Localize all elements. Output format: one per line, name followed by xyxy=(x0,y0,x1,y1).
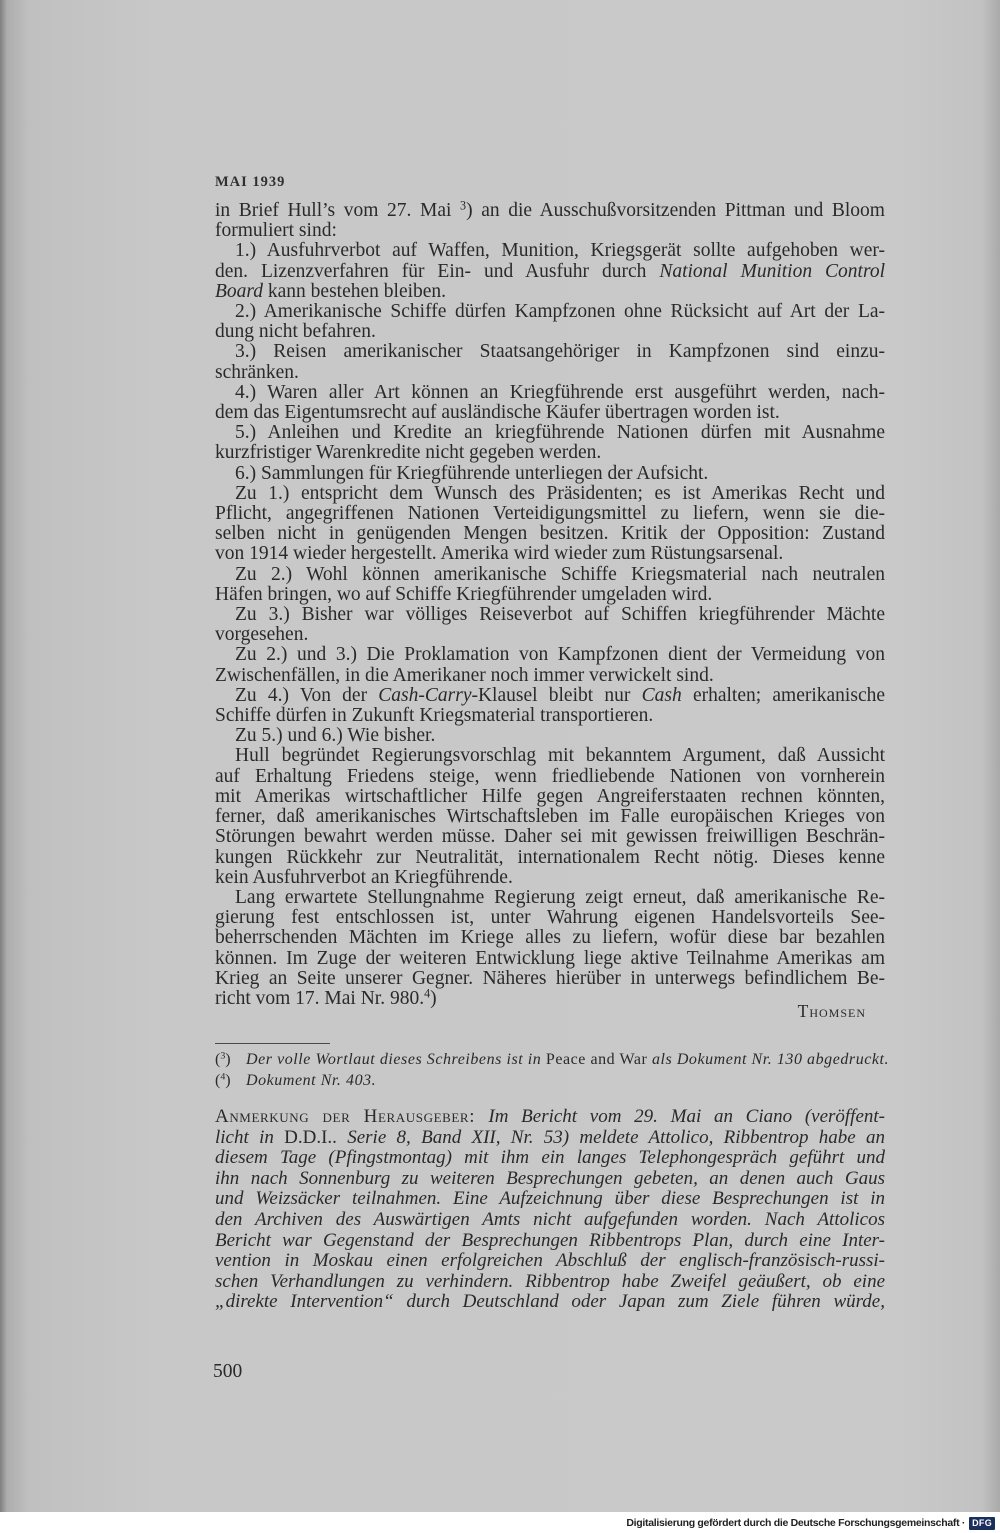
paragraph xyxy=(215,484,885,565)
text-line xyxy=(215,302,885,322)
paragraph xyxy=(215,241,885,302)
continued-paragraph xyxy=(215,198,885,242)
text-line xyxy=(215,908,885,928)
italic-text: vention in Moskau einen erfolgreichen Abschluß der englisch-französisch-russi- xyxy=(215,1250,885,1272)
text-line xyxy=(215,383,885,403)
text-run: richt vom 17. Mai Nr. 980. xyxy=(215,987,425,1009)
body-text xyxy=(215,198,886,1009)
footnote-text xyxy=(246,1051,889,1068)
text-run: den. Lizenzverfahren für Ein- und Ausfuhr durch xyxy=(215,260,660,282)
footnote-reference: 3 xyxy=(460,198,467,213)
text-run: Zu 4.) Von der xyxy=(235,684,379,706)
text-run: Häfen bringen, wo auf Schiffe Kriegführender umgeladen wird. xyxy=(215,583,713,605)
text-run: Zu 1.) entspricht dem Wunsch des Präsidenten; es ist Amerikas Recht und xyxy=(235,482,885,504)
text-line xyxy=(215,1292,885,1313)
paragraph xyxy=(215,645,885,685)
text-line xyxy=(215,565,885,585)
text-run: kann bestehen bleiben. xyxy=(263,280,447,302)
text-line xyxy=(215,423,885,443)
editor-note xyxy=(215,1107,885,1313)
italic-text: Serie 8, Band XII, Nr. 53) meldete Attolico, Ribbentrop habe an xyxy=(336,1126,885,1148)
paragraph xyxy=(215,605,885,645)
italic-text: Dokument Nr. 403. xyxy=(246,1071,377,1089)
paragraph xyxy=(215,888,885,1009)
text-run: kurzfristiger Warenkredite nicht gegeben werden. xyxy=(215,442,602,464)
text-run: können. Im Zuge der weiteren Entwicklung liege aktive Teilnahme Amerikas am xyxy=(215,947,885,969)
text-run: ( xyxy=(215,1071,221,1089)
footnote-number xyxy=(215,1050,246,1071)
text-run: Zu 2.) und 3.) Die Proklamation von Kampfzonen dient der Vermeidung von xyxy=(235,644,885,666)
text-line xyxy=(215,198,885,221)
text-line xyxy=(215,342,885,362)
text-line xyxy=(215,1210,885,1231)
paragraph xyxy=(215,686,885,726)
text-run: gierung fest entschlossen ist, unter Wahrung eigenen Handelsvorteils See- xyxy=(215,907,885,929)
text-run: ( xyxy=(215,1051,221,1068)
text-run: Zu 3.) Bisher war völliges Reiseverbot auf Schiffen kriegführender Mächte xyxy=(235,604,885,626)
text-run: 1.) Ausfuhrverbot auf Waffen, Munition, Kriegsgerät sollte aufgehoben wer- xyxy=(235,240,885,262)
footnotes xyxy=(215,1050,895,1091)
text-run: erhalten; amerikanische xyxy=(681,684,886,706)
text-line xyxy=(215,524,885,544)
text-run: ) xyxy=(225,1051,231,1068)
text-run: dem das Eigentumsrecht auf ausländische Käufer übertragen worden ist. xyxy=(215,402,780,424)
paragraph xyxy=(215,342,885,382)
text-line xyxy=(215,1107,885,1128)
text-run: 5.) Anleihen und Kredite an kriegführende Nationen dürfen mit Ausnahme xyxy=(235,422,885,444)
text-line xyxy=(215,1251,885,1272)
italic-text: schen Verhandlungen zu verhindern. Ribbentrop habe Zweifel geäußert, ob eine xyxy=(215,1270,885,1292)
text-run: ferner, daß amerikanisches Wirtschaftsleben im Falle europäischen Krieges von xyxy=(215,806,885,828)
text-line xyxy=(215,605,885,625)
footnote-separator xyxy=(215,1043,330,1044)
text-line xyxy=(215,787,885,807)
text-run: auf Erhaltung Friedens steige, wenn friedliebende Nationen von vornherein xyxy=(215,765,885,787)
text-run: Lang erwartete Stellungnahme Regierung zeigt erneut, daß amerikanische Re- xyxy=(235,886,885,908)
text-run: 2.) Amerikanische Schiffe dürfen Kampfzonen ohne Rücksicht auf Art der La- xyxy=(235,301,885,323)
text-run: vorgesehen. xyxy=(215,624,309,646)
funding-credit xyxy=(626,1516,995,1530)
text-run: Zu 2.) Wohl können amerikanische Schiffe Kriegsmaterial nach neutralen xyxy=(235,563,885,585)
italic-text: Im Bericht vom 29. Mai an Ciano (veröffent- xyxy=(488,1106,886,1127)
text-run: von 1914 wieder hergestellt. Amerika wird wieder zum Rüstungsarsenal. xyxy=(215,543,784,565)
text-run: Zu 5.) und 6.) Wie bisher. xyxy=(235,725,436,747)
italic-text: National Munition Control xyxy=(659,260,885,282)
dfg-logo: DFG xyxy=(969,1517,995,1530)
italic-text: ihn nach Sonnenburg zu weiteren Besprechungen gebeten, an denen auch Gaus xyxy=(215,1167,885,1189)
text-run: kein Ausfuhrverbot an Kriegführende. xyxy=(215,866,513,888)
text-line xyxy=(215,241,885,261)
text-line xyxy=(215,322,885,342)
running-head: MAI 1939 xyxy=(215,174,286,190)
footnote-reference: 3 xyxy=(220,1050,226,1062)
text-run: Zwischenfällen, in die Amerikaner noch immer verwickelt sind. xyxy=(215,664,714,686)
text-line xyxy=(215,848,885,868)
text-run: Pflicht, angegriffenen Nationen Verteidigungsmittel zu liefern, wenn sie die- xyxy=(215,503,885,525)
italic-text: diesem Tage (Pfingstmontag) mit ihm ein langes Telephongespräch geführt und xyxy=(215,1147,885,1169)
text-run: in Brief Hull’s vom 27. Mai xyxy=(215,200,461,221)
text-run: 4.) Waren aller Art können an Kriegführende erst ausgeführt werden, nach- xyxy=(235,381,885,403)
italic-text: Bericht war Gegenstand der Besprechungen Ribbentrops Plan, durch eine Inter- xyxy=(215,1229,885,1251)
italic-text: Board xyxy=(215,280,264,302)
italic-text: Der volle Wortlaut dieses Schreibens ist in xyxy=(246,1051,546,1068)
text-run: Hull begründet Regierungsvorschlag mit bekanntem Argument, daß Aussicht xyxy=(235,745,885,767)
text-line xyxy=(215,767,885,787)
text-line xyxy=(215,221,885,241)
text-run: Krieg an Seite unserer Gegner. Näheres hierüber in unterwegs befindlichem Be- xyxy=(215,967,885,989)
text-run: schränken. xyxy=(215,361,299,383)
text-run: ) xyxy=(430,987,437,1009)
italic-text: licht in xyxy=(215,1126,285,1148)
text-line xyxy=(215,544,885,564)
text-line xyxy=(215,484,885,504)
footnote-number xyxy=(215,1071,246,1092)
paragraph xyxy=(215,464,885,484)
small-caps-heading: Anmerkung der Herausgeber: xyxy=(215,1106,489,1127)
text-line xyxy=(215,888,885,908)
text-line xyxy=(215,827,885,847)
text-line xyxy=(215,625,885,645)
text-run: mit Amerikas wirtschaftlicher Hilfe gegen Angreiferstaaten rechnen könnten, xyxy=(215,785,885,807)
italic-text: Cash xyxy=(641,684,682,706)
text-run: dung nicht befahren. xyxy=(215,321,376,343)
text-run: D.D.I.. xyxy=(284,1126,337,1148)
text-line xyxy=(215,706,885,726)
paragraph xyxy=(215,746,885,887)
text-run: selben nicht in genügenden Mengen besitzen. Kritik der Opposition: Zustand xyxy=(215,523,885,545)
footnote xyxy=(215,1050,895,1071)
signature: Thomsen xyxy=(797,1001,866,1021)
text-line xyxy=(215,403,885,423)
footnote xyxy=(215,1071,895,1092)
italic-text: den Archiven des Auswärtigen Amts nicht aufgefunden worden. Nach Attolicos xyxy=(215,1208,885,1230)
text-line xyxy=(215,504,885,524)
text-line xyxy=(215,949,885,969)
italic-text: als Dokument Nr. 130 abgedruckt. xyxy=(647,1051,890,1068)
text-line xyxy=(215,363,885,383)
text-run: ) an die Ausschußvorsitzenden Pittman und Bloom xyxy=(466,200,885,221)
text-run: kungen Rückkehr zur Neutralität, internationalem Recht nötig. Dieses kenne xyxy=(215,846,885,868)
text-line xyxy=(215,1231,885,1252)
text-line xyxy=(215,969,885,989)
paragraph xyxy=(215,423,885,463)
text-line xyxy=(215,262,885,282)
paragraph xyxy=(215,726,885,746)
italic-text: Cash-Carry xyxy=(378,684,472,706)
text-line xyxy=(215,1128,885,1149)
text-run: formuliert sind: xyxy=(215,220,337,242)
text-line xyxy=(215,686,885,706)
footnote-reference: 4 xyxy=(424,986,431,1001)
italic-text: und Weizsäcker teilnahmen. Eine Aufzeichnung über diese Besprechungen ist in xyxy=(215,1188,885,1210)
text-line xyxy=(215,666,885,686)
text-line xyxy=(215,807,885,827)
text-line xyxy=(215,868,885,888)
text-line xyxy=(215,645,885,665)
text-run: Störungen bewahrt werden müsse. Daher sei mit gewissen freiwilligen Beschrän- xyxy=(215,826,885,848)
editor-note-paragraph xyxy=(215,1107,885,1313)
text-line xyxy=(215,746,885,766)
footnote-reference: 4 xyxy=(220,1071,226,1083)
text-line xyxy=(215,443,885,463)
text-line xyxy=(215,726,885,746)
text-line xyxy=(215,1189,885,1210)
text-run: -Klausel bleibt nur xyxy=(471,684,642,706)
text-line xyxy=(215,986,885,1009)
text-run: Peace and War xyxy=(545,1051,648,1068)
footnote-text xyxy=(246,1072,376,1089)
italic-text: „direkte Intervention“ durch Deutschland oder Japan zum Ziele führen würde, xyxy=(215,1291,885,1313)
text-line xyxy=(215,928,885,948)
text-run: ) xyxy=(225,1071,231,1089)
text-line xyxy=(215,585,885,605)
text-run: 6.) Sammlungen für Kriegführende unterliegen der Aufsicht. xyxy=(235,462,709,484)
text-run: 3.) Reisen amerikanischer Staatsangehöriger in Kampfzonen sind einzu- xyxy=(235,341,885,363)
text-line xyxy=(215,282,885,302)
page-number: 500 xyxy=(213,1361,243,1382)
paragraph xyxy=(215,383,885,423)
text-run: Schiffe dürfen in Zukunft Kriegsmaterial transportieren. xyxy=(215,705,654,727)
funding-credit-text: Digitalisierung gefördert durch die Deutsche Forschungsgemeinschaft · xyxy=(626,1517,966,1529)
paragraph xyxy=(215,565,885,605)
text-run: beherrschenden Mächten im Kriege alles zu liefern, wofür diese bar bezahlen xyxy=(215,927,885,949)
text-line xyxy=(215,1148,885,1169)
text-line xyxy=(215,464,885,484)
paragraph xyxy=(215,302,885,342)
text-line xyxy=(215,1169,885,1190)
text-line xyxy=(215,1272,885,1293)
